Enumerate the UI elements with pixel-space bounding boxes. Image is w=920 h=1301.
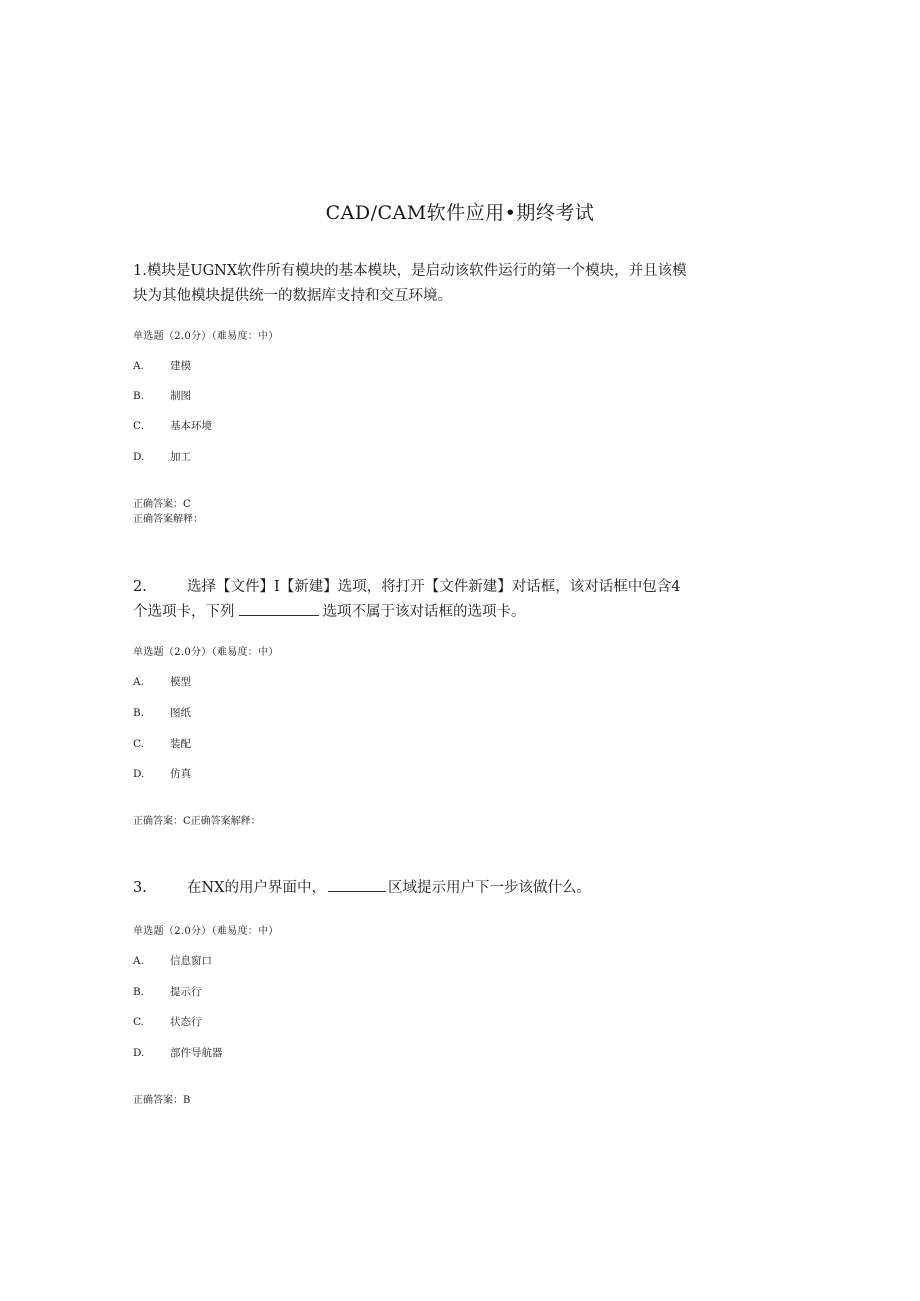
question-2-option-a[interactable] (133, 674, 191, 690)
question-3-option-d[interactable] (133, 1045, 223, 1061)
question-1-option-c[interactable] (133, 418, 212, 434)
option-letter: D. (133, 768, 145, 780)
option-text: 加工 (170, 451, 191, 463)
option-text: 图纸 (170, 707, 191, 719)
question-3-option-c[interactable] (133, 1014, 202, 1030)
question-3-stem-post: 区域提示用户下一步该做什么。 (388, 880, 592, 896)
question-3-meta: 单选题（2.0分）（难易度：中） (133, 926, 279, 937)
option-text: 装配 (170, 738, 191, 750)
question-2-option-b[interactable] (133, 705, 191, 721)
question-3-answer: 正确答案：B (133, 1095, 191, 1106)
option-letter: D. (133, 1047, 145, 1059)
question-3-option-a[interactable] (133, 953, 212, 969)
question-1-stem-line1: 模块是UGNX软件所有模块的基本模块，是启动该软件运行的第一个模块，并且该模 (146, 263, 687, 279)
question-3-stem-pre: 在NX的用户界面中， (187, 880, 327, 896)
question-2-answer: 正确答案：C正确答案解释： (133, 816, 261, 827)
option-letter: A. (133, 676, 144, 688)
option-text: 部件导航器 (170, 1047, 223, 1059)
page-title: CAD/CAM软件应用•期终考试 (325, 202, 595, 224)
question-3-number: 3. (133, 880, 147, 896)
fill-blank[interactable] (328, 877, 386, 892)
option-text: 制图 (170, 390, 191, 402)
option-letter: B. (133, 986, 145, 998)
question-3-stem (133, 876, 783, 901)
question-1-option-a[interactable] (133, 358, 191, 374)
question-2-meta: 单选题（2.0分）（难易度：中） (133, 647, 279, 658)
question-1-answer: 正确答案：C (133, 499, 191, 510)
question-1-stem (133, 259, 783, 309)
question-1-option-b[interactable] (133, 388, 191, 404)
question-2-stem (133, 575, 783, 625)
question-1-option-d[interactable] (133, 449, 191, 465)
option-letter: C. (133, 1016, 144, 1028)
question-2-stem-line1: 选择【文件】I【新建】选项，将打开【文件新建】对话框，该对话框中包含4 (187, 579, 681, 595)
option-text: 状态行 (170, 1016, 202, 1028)
fill-blank[interactable] (239, 601, 319, 616)
option-letter: B. (133, 707, 145, 719)
question-1-meta: 单选题（2.0分）（难易度：中） (133, 331, 279, 342)
option-text: 建模 (170, 360, 191, 372)
question-1-number: 1. (133, 263, 147, 279)
option-letter: A. (133, 955, 144, 967)
option-text: 模型 (170, 676, 191, 688)
option-letter: C. (133, 420, 144, 432)
question-2-number: 2. (133, 579, 147, 595)
option-text: 信息窗口 (170, 955, 212, 967)
option-text: 基本环境 (170, 420, 212, 432)
question-2-option-c[interactable] (133, 736, 191, 752)
option-text: 仿真 (170, 768, 191, 780)
question-1-stem-line2: 块为其他模块提供统一的数据库支持和交互环境。 (133, 288, 452, 304)
option-letter: B. (133, 390, 145, 402)
question-2-option-d[interactable] (133, 766, 191, 782)
question-3-option-b[interactable] (133, 984, 202, 1000)
option-text: 提示行 (170, 986, 202, 998)
question-2-stem-line2-post: 选项不属于该对话框的选项卡。 (322, 604, 526, 620)
question-1-explanation: 正确答案解释： (133, 514, 203, 525)
option-letter: C. (133, 738, 144, 750)
option-letter: A. (133, 360, 144, 372)
question-2-stem-line2-pre: 个选项卡，下列 (133, 604, 235, 620)
option-letter: D. (133, 451, 145, 463)
question-1-answer-block (133, 497, 203, 527)
